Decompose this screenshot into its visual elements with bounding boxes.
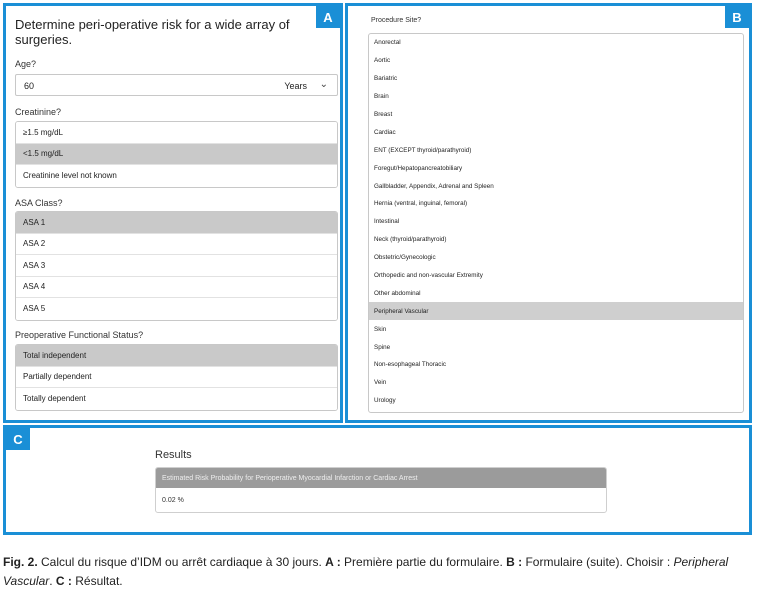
- option-item[interactable]: Vein: [374, 379, 387, 387]
- option-item[interactable]: ASA 1: [16, 212, 337, 234]
- caption-key-c: C :: [55, 574, 72, 588]
- option-item[interactable]: Creatinine level not known: [16, 165, 337, 187]
- chevron-down-icon[interactable]: ⌄: [319, 79, 328, 90]
- option-item[interactable]: ASA 3: [16, 255, 337, 277]
- option-item[interactable]: Brain: [374, 93, 389, 101]
- results-title: Results: [155, 449, 192, 461]
- panel-c-tag: C: [6, 428, 30, 450]
- caption-fig-number: Fig. 2.: [3, 555, 38, 569]
- option-item[interactable]: Hernia (ventral, inguinal, femoral): [374, 200, 468, 208]
- panel-a-form-part-1: [3, 3, 343, 423]
- figure-caption: [3, 553, 755, 591]
- option-item[interactable]: Anorectal: [374, 39, 401, 47]
- caption-text-2: Première partie du formulaire.: [340, 555, 507, 569]
- caption-text-4: .: [49, 574, 56, 588]
- panel-c-results: [3, 425, 752, 535]
- asa-label: ASA Class?: [15, 198, 63, 208]
- panel-b-form-part-2: [345, 3, 752, 423]
- form-title: Determine peri-operative risk for a wide array of surgeries.: [15, 17, 290, 47]
- option-item[interactable]: <1.5 mg/dL: [16, 144, 337, 166]
- option-item[interactable]: Neck (thyroid/parathyroid): [374, 236, 447, 244]
- creatinine-label: Creatinine?: [15, 107, 62, 117]
- result-header: Estimated Risk Probability for Perioperative Myocardial Infarction or Cardiac Arrest: [156, 468, 606, 488]
- option-item[interactable]: Breast: [374, 111, 393, 118]
- option-item[interactable]: ASA 4: [16, 277, 337, 299]
- option-item[interactable]: Urology: [374, 397, 396, 405]
- asa-options: [15, 211, 338, 321]
- caption-key-a: A :: [325, 555, 341, 569]
- option-item[interactable]: Spine: [374, 343, 391, 351]
- option-item[interactable]: Other abdominal: [374, 289, 421, 297]
- option-item[interactable]: Cardiac: [374, 128, 396, 136]
- option-item[interactable]: Intestinal: [374, 218, 400, 226]
- option-item[interactable]: Obstetric/Gynecologic: [374, 254, 436, 262]
- option-item[interactable]: Totally dependent: [16, 388, 337, 410]
- option-item[interactable]: ≥1.5 mg/dL: [16, 122, 337, 144]
- option-item[interactable]: Bariatric: [374, 75, 398, 83]
- caption-text-1: Calcul du risque d’IDM ou arrêt cardiaque à 30 jours.: [37, 555, 326, 569]
- age-label: Age?: [15, 59, 37, 69]
- age-value: 60: [24, 81, 35, 91]
- functional-status-options: [15, 344, 338, 411]
- option-item[interactable]: Gallbladder, Appendix, Adrenal and Spleen: [374, 182, 494, 190]
- functional-status-label: Preoperative Functional Status?: [15, 330, 144, 340]
- option-item[interactable]: Skin: [374, 325, 387, 333]
- age-input[interactable]: [15, 74, 338, 96]
- option-item[interactable]: Partially dependent: [16, 367, 337, 389]
- caption-text-3: Formulaire (suite). Choisir :: [522, 555, 674, 569]
- option-item[interactable]: Orthopedic and non-vascular Extremity: [374, 272, 483, 280]
- caption-key-b: B :: [506, 555, 523, 569]
- age-unit: Years: [284, 81, 307, 91]
- creatinine-options: [15, 121, 338, 188]
- option-item[interactable]: Non-esophageal Thoracic: [374, 361, 446, 369]
- option-item[interactable]: ASA 2: [16, 234, 337, 256]
- option-item[interactable]: Foregut/Hepatopancreatobiliary: [374, 164, 463, 172]
- result-box: [155, 467, 607, 513]
- panel-a-tag: A: [316, 6, 340, 28]
- option-item[interactable]: Aortic: [374, 57, 391, 65]
- procedure-site-label: Procedure Site?: [371, 17, 422, 24]
- caption-text-5: Résultat.: [71, 574, 123, 588]
- option-item[interactable]: ENT (EXCEPT thyroid/parathyroid): [374, 146, 472, 154]
- option-item[interactable]: Total independent: [16, 345, 337, 367]
- caption-choice: Peripheral Vascular: [3, 555, 729, 588]
- result-value: 0.02 %: [162, 497, 184, 504]
- option-item[interactable]: ASA 5: [16, 298, 337, 320]
- option-item[interactable]: Peripheral Vascular: [369, 302, 743, 320]
- panel-b-tag: B: [725, 6, 749, 28]
- procedure-site-options: [368, 33, 744, 413]
